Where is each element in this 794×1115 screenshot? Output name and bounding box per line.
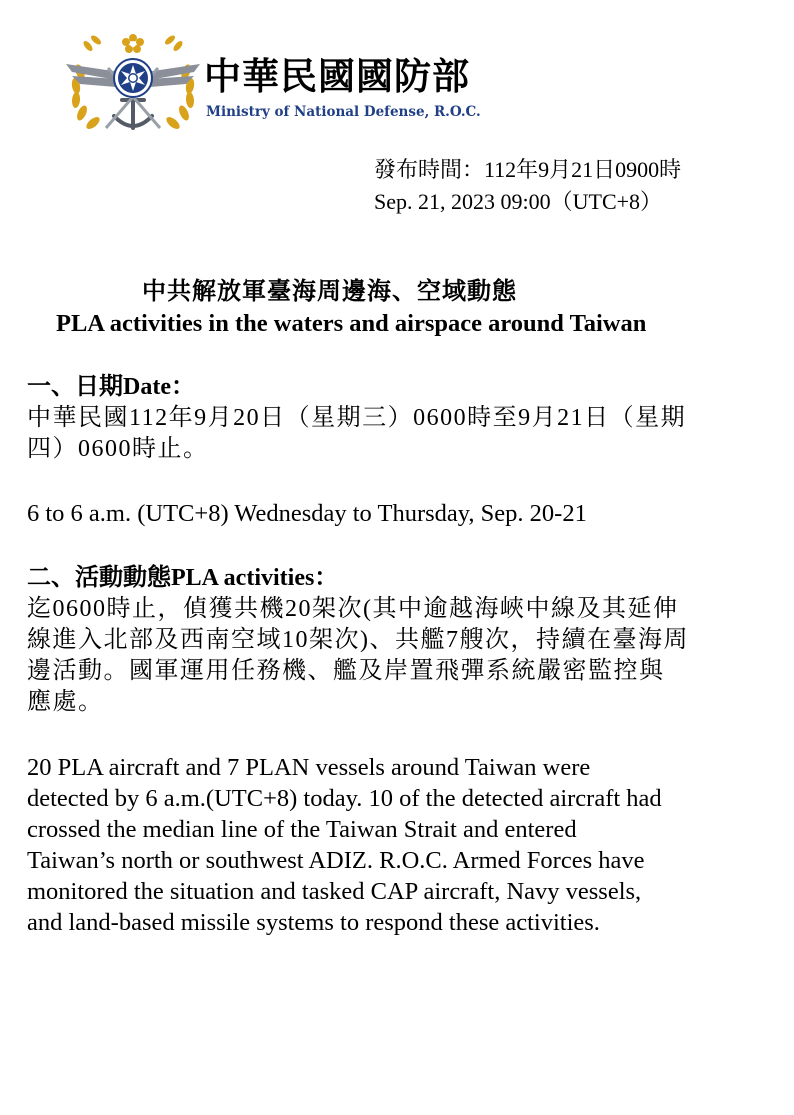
section-date-zh	[27, 403, 787, 465]
section-activities-en-line: and land-based missile systems to respond these activities.	[27, 909, 600, 936]
section-activities-en	[27, 752, 662, 938]
section-activities-en-line: 20 PLA aircraft and 7 PLAN vessels around Taiwan were	[27, 754, 591, 781]
document-title-zh: 中共解放軍臺海周邊海、空域動態	[142, 276, 517, 305]
section-activities-zh-line: 迄0600時止，偵獲共機20架次(其中逾越海峽中線及其延伸	[27, 596, 679, 622]
section-date-heading: 一、日期Date：	[27, 374, 195, 400]
section-activities-en-line: detected by 6 a.m.(UTC+8) today. 10 of the detected aircraft had	[27, 785, 662, 812]
section-activities-en-line: monitored the situation and tasked CAP aircraft, Navy vessels,	[27, 878, 642, 905]
section-activities-zh	[27, 594, 787, 718]
section-activities-zh-line: 邊活動。國軍運用任務機、艦及岸置飛彈系統嚴密監控與	[27, 658, 665, 684]
release-time-en: Sep. 21, 2023 09:00（UTC+8）	[374, 189, 663, 214]
document-title-en: PLA activities in the waters and airspace around Taiwan	[56, 310, 647, 337]
section-date-en: 6 to 6 a.m. (UTC+8) Wednesday to Thursday, Sep. 20-21	[27, 500, 587, 527]
section-activities-heading: 二、活動動態PLA activities：	[27, 565, 339, 591]
org-name-zh: 中華民國國防部	[204, 55, 470, 98]
section-activities-en-line: Taiwan’s north or southwest ADIZ. R.O.C. Armed Forces have	[27, 847, 645, 874]
section-date-zh-line: 中華民國112年9月20日（星期三）0600時至9月21日（星期	[27, 405, 687, 431]
section-activities-en-line: crossed the median line of the Taiwan Strait and entered	[27, 816, 577, 843]
release-time	[374, 154, 681, 218]
org-name-en: Ministry of National Defense, R.O.C.	[206, 104, 481, 120]
section-activities-zh-line: 線進入北部及西南空域10架次)、共艦7艘次，持續在臺海周	[27, 627, 689, 653]
section-date-zh-line: 四）0600時止。	[27, 436, 209, 462]
release-time-zh: 發布時間：112年9月21日0900時	[374, 157, 682, 182]
section-activities-zh-line: 應處。	[27, 689, 104, 715]
mnd-emblem-icon	[58, 28, 208, 140]
